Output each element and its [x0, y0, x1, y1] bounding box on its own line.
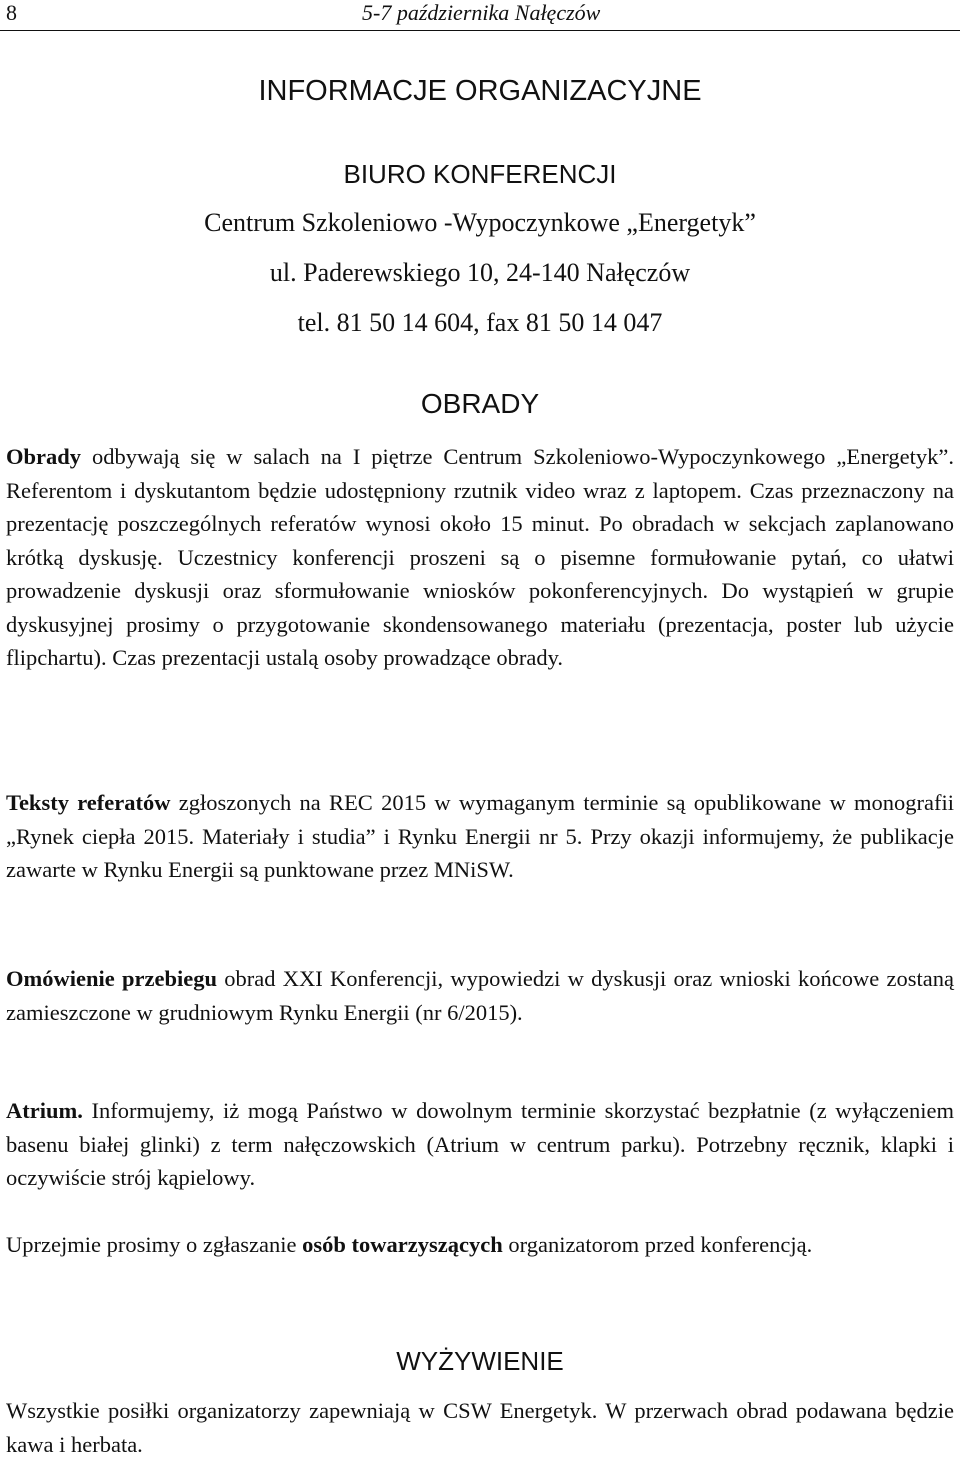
atrium-paragraph	[6, 1094, 954, 1195]
teksty-text: zgłoszonych na REC 2015 w wymaganym terminie są opublikowane w monografii „Rynek ciepła 2015. Materiały i studia” i Rynku Energii nr 5. Przy okazji informujemy, że publikacje zawarte w Rynku Energii są punktowane przez MNiSW.	[6, 790, 954, 882]
osoby-text-before: Uprzejmie prosimy o zgłaszanie	[6, 1232, 303, 1257]
venue-address: ul. Paderewskiego 10, 24-140 Nałęczów	[269, 258, 691, 287]
atrium-lead: Atrium.	[6, 1098, 83, 1123]
venue-name: Centrum Szkoleniowo -Wypoczynkowe „Energetyk”	[204, 208, 756, 237]
office-heading: BIURO KONFERENCJI	[343, 159, 617, 189]
venue-phone: tel. 81 50 14 604, fax 81 50 14 047	[297, 308, 663, 337]
obrady-paragraph	[6, 440, 954, 675]
teksty-paragraph	[6, 786, 954, 887]
page-number: 8	[6, 0, 17, 25]
main-title: INFORMACJE ORGANIZACYJNE	[258, 75, 702, 107]
osoby-paragraph	[6, 1228, 954, 1262]
omowienie-lead: Omówienie przebiegu	[6, 966, 217, 991]
osoby-text-after: organizatorom przed konferencją.	[502, 1232, 813, 1257]
atrium-text: Informujemy, iż mogą Państwo w dowolnym terminie skorzystać bezpłatnie (z wyłączeniem basenu białej glinki) z term nałęczowskich (Atrium w centrum parku). Potrzebny ręcznik, klapki i oczywiście strój kąpielowy.	[6, 1098, 954, 1190]
omowienie-paragraph	[6, 962, 954, 1029]
osoby-bold: osób towarzyszących	[302, 1232, 503, 1257]
running-title: 5-7 października Nałęczów	[362, 0, 601, 25]
wyzywienie-heading: WYŻYWIENIE	[396, 1346, 564, 1376]
omowienie-text: obrad XXI Konferencji, wypowiedzi w dyskusji oraz wnioski końcowe zostaną zamieszczone w grudniowym Rynku Energii (nr 6/2015).	[6, 966, 954, 1025]
wyzywienie-paragraph: Wszystkie posiłki organizatorzy zapewniają w CSW Energetyk. W przerwach obrad podawana będzie kawa i herbata.	[6, 1398, 954, 1457]
page-header	[0, 0, 960, 32]
obrady-lead: Obrady	[6, 444, 82, 469]
obrady-text: odbywają się w salach na I piętrze Centrum Szkoleniowo-Wypoczynkowego „Energetyk”. Referentom i dyskutantom będzie udostępniony rzutnik video wraz z laptopem. Czas przeznaczony na prezentację poszczególnych referatów wynosi około 15 minut. Po obradach w sekcjach zaplanowano krótką dyskusję. Uczestnicy konferencji proszeni są o pisemne formułowanie pytań, co ułatwi prowadzenie dyskusji oraz sformułowanie wniosków pokonferencyjnych. Do wystąpień w grupie dyskusyjnej prosimy o przygotowanie skondensowanego materiału (prezentacja, poster lub użycie flipchartu). Czas prezentacji ustalą osoby prowadzące obrady.	[6, 444, 954, 670]
teksty-lead: Teksty referatów	[6, 790, 171, 815]
obrady-heading: OBRADY	[420, 388, 540, 419]
header-rule	[0, 30, 960, 31]
